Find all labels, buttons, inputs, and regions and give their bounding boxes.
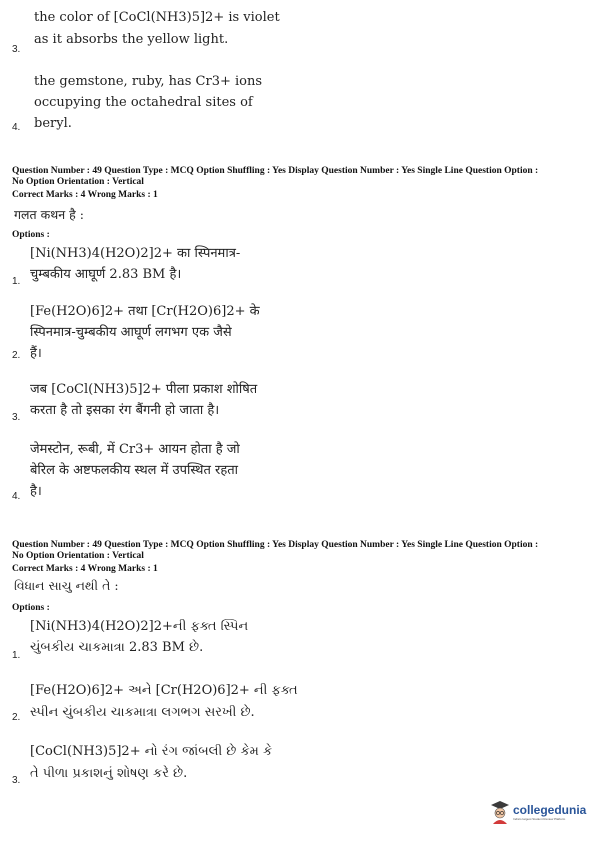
s1-opt4-number: 4.: [12, 122, 21, 133]
s3-options-label: Options :: [12, 603, 50, 613]
s2-opt3-number: 3.: [12, 412, 21, 423]
s2-opt4-number: 4.: [12, 491, 21, 502]
s2-opt1-line2: चुम्बकीय आघूर्ण 2.83 BM है।: [30, 267, 182, 282]
s2-opt1-number: 1.: [12, 276, 21, 287]
s2-opt4-line3: है।: [30, 484, 42, 499]
s3-question-meta: [12, 540, 587, 562]
s3-question-text: વિધાન સાચુ નથી તે :: [14, 578, 119, 593]
s3-opt2-line1: [Fe(H2O)6]2+ અને [Cr(H2O)6]2+ ની ફક્ત: [30, 683, 298, 698]
s2-opt2-line2: स्पिनमात्र-चुम्बकीय आघूर्ण लगभग एक जैसे: [30, 325, 232, 340]
s3-meta-line2: No Option Orientation : Vertical: [12, 551, 144, 561]
collegedunia-logo: [490, 798, 590, 826]
s2-marks: Correct Marks : 4 Wrong Marks : 1: [12, 190, 158, 200]
s3-opt1-line2: ચુંબકીય ચાકમાત્રા 2.83 BM છે.: [30, 640, 204, 655]
s3-opt3-number: 3.: [12, 775, 21, 786]
s1-opt4-line3: beryl.: [34, 116, 72, 131]
s1-opt3-line2: as it absorbs the yellow light.: [34, 32, 229, 47]
s1-opt4-line2: occupying the octahedral sites of: [34, 95, 253, 110]
s3-opt2-number: 2.: [12, 712, 21, 723]
s2-question-text: गलत कथन है :: [14, 207, 84, 222]
s3-opt3-line1: [CoCl(NH3)5]2+ નો રંગ જાંબલી છે કેમ કે: [30, 744, 273, 759]
s3-opt1-line1: [Ni(NH3)4(H2O)2]2+ની ફક્ત સ્પિન: [30, 619, 249, 634]
graduate-avatar-icon: [490, 800, 510, 824]
s3-meta-line1: Question Number : 49 Question Type : MCQ Option Shuffling : Yes Display Question Number : Yes Single Line Question Option :: [12, 540, 539, 550]
s2-opt3-line2: करता है तो इसका रंग बैंगनी हो जाता है।: [30, 403, 220, 418]
s2-opt2-line1: [Fe(H2O)6]2+ तथा [Cr(H2O)6]2+ के: [30, 304, 260, 319]
s3-marks: Correct Marks : 4 Wrong Marks : 1: [12, 564, 158, 574]
s2-opt1-line1: [Ni(NH3)4(H2O)2]2+ का स्पिनमात्र-: [30, 246, 241, 261]
s3-opt2-line2: સ્પીન ચુંબકીય ચાકમાત્રા લગભગ સરખી છે.: [30, 705, 255, 720]
s2-question-meta: [12, 166, 587, 188]
s3-opt3-line2: તે પીળા પ્રકાશનું શોષણ કરે છે.: [30, 766, 188, 781]
s2-opt2-line3: हैं।: [30, 346, 42, 361]
s1-opt3-number: 3.: [12, 44, 21, 55]
s2-opt3-line1: जब [CoCl(NH3)5]2+ पीला प्रकाश शोषित: [30, 382, 258, 397]
s2-opt4-line1: जेमस्टोन, रूबी, में Cr3+ आयन होता है जो: [30, 442, 240, 457]
s1-opt4-line1: the gemstone, ruby, has Cr3+ ions: [34, 74, 263, 89]
s2-opt2-number: 2.: [12, 350, 21, 361]
s2-opt4-line2: बेरिल के अष्टफलकीय स्थल में उपस्थित रहता: [30, 463, 239, 478]
logo-tagline: India's largest Student Review Platform: [513, 817, 566, 821]
s3-opt1-number: 1.: [12, 650, 21, 661]
logo-wordmark: collegedunia: [513, 803, 587, 817]
s2-meta-line1: Question Number : 49 Question Type : MCQ Option Shuffling : Yes Display Question Number : Yes Single Line Question Option :: [12, 166, 539, 176]
s2-options-label: Options :: [12, 230, 50, 240]
s1-opt3-line1: the color of [CoCl(NH3)5]2+ is violet: [34, 10, 280, 25]
s2-meta-line2: No Option Orientation : Vertical: [12, 177, 144, 187]
